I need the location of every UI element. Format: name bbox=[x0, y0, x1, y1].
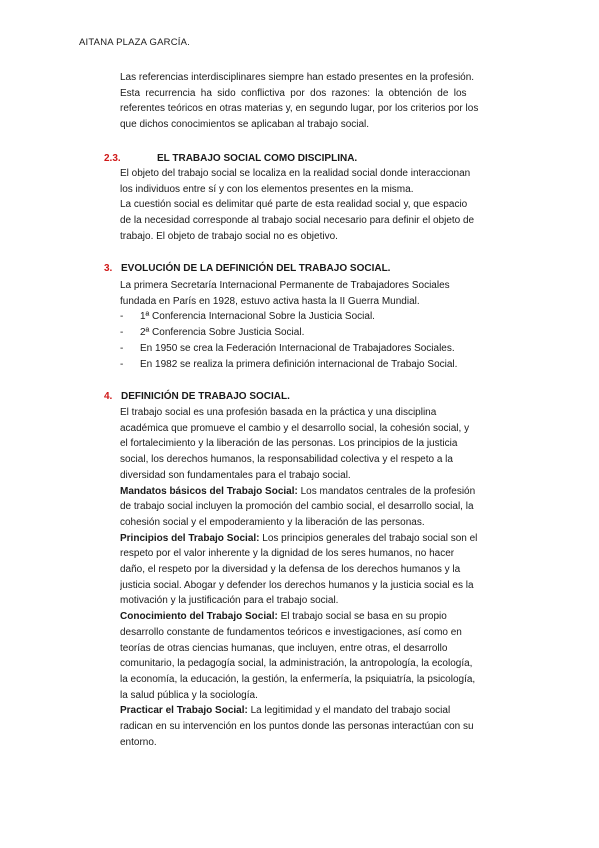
list-item-text: 1ª Conferencia Internacional Sobre la Justicia Social. bbox=[140, 311, 375, 323]
text-line: respeto por el valor inherente y la dignidad de los seres humanos, no hacer bbox=[120, 548, 455, 560]
text-line: El objeto del trabajo social se localiza en la realidad social donde interaccionan bbox=[120, 168, 471, 179]
list-item bbox=[120, 357, 518, 373]
section-title: DEFINICIÓN DE TRABAJO SOCIAL. bbox=[121, 391, 290, 402]
list-item-text: 2ª Conferencia Sobre Justicia Social. bbox=[140, 327, 305, 339]
text-line: de trabajo social incluyen la promoción del cambio social, el desarrollo social, la bbox=[120, 501, 474, 513]
bullet-dash: - bbox=[120, 311, 124, 323]
text-line: diversidad son fundamentales para el trabajo social. bbox=[120, 469, 351, 481]
section-number: 2.3. bbox=[104, 153, 121, 164]
section-number: 3. bbox=[104, 263, 113, 274]
text-line: académica que promueve el cambio y el desarrollo social, la cohesión social, y bbox=[120, 422, 470, 434]
text-line: social, los derechos humanos, la responsabilidad colectiva y el respeto a la bbox=[120, 454, 453, 466]
principios-text: Los principios generales del trabajo social son el bbox=[259, 532, 478, 544]
section-heading-3 bbox=[104, 263, 390, 274]
text-line: la economía, la educación, la gestión, la enfermería, la psiquiatría, la psicología, bbox=[120, 673, 476, 685]
list-item-text: En 1950 se crea la Federación Internacional de Trabajadores Sociales. bbox=[140, 342, 455, 354]
text-line: comunitario, la pedagogía social, la administración, la antropología, la ecología, bbox=[120, 658, 473, 670]
page-header-author: AITANA PLAZA GARCÍA. bbox=[79, 37, 190, 48]
section-4-body bbox=[120, 405, 518, 750]
section-2-3-body bbox=[120, 166, 518, 245]
text-line: Esta recurrencia ha sido conflictiva por dos razones: la obtención de los bbox=[120, 87, 467, 99]
practicar-paragraph-first-line bbox=[120, 703, 518, 719]
text-line: Las referencias interdisciplinares siempre han estado presentes en la profesión. bbox=[120, 72, 475, 83]
text-line: teorías de otras ciencias humanas, que incluyen, entre otras, el desarrollo bbox=[120, 642, 448, 654]
mandatos-paragraph-first-line bbox=[120, 484, 518, 500]
section-3-body bbox=[120, 278, 518, 372]
text-line: motivación y la justificación para el trabajo social. bbox=[120, 595, 339, 607]
text-line: los individuos entre sí y con los elementos presentes en la misma. bbox=[120, 183, 414, 195]
text-line: El trabajo social es una profesión basada en la práctica y una disciplina bbox=[120, 407, 437, 418]
list-item-text: En 1982 se realiza la primera definición internacional de Trabajo Social. bbox=[140, 358, 458, 370]
section-heading-4 bbox=[104, 391, 290, 402]
text-line: de la necesidad corresponde al trabajo social necesario para definir el objeto de bbox=[120, 215, 475, 227]
section-title: EVOLUCIÓN DE LA DEFINICIÓN DEL TRABAJO SOCIAL. bbox=[121, 263, 391, 274]
text-line: trabajo. El objeto de trabajo social no es objetivo. bbox=[120, 230, 338, 242]
bullet-dash: - bbox=[120, 342, 124, 354]
text-line: referentes teóricos en otras materias y, en segundo lugar, por los criterios por los bbox=[120, 103, 479, 115]
list-item bbox=[120, 309, 518, 325]
section-title: EL TRABAJO SOCIAL COMO DISCIPLINA. bbox=[157, 153, 358, 164]
text-line: el fortalecimiento y la liberación de las personas. Los principios de la justicia bbox=[120, 438, 458, 450]
practicar-text: La legitimidad y el mandato del trabajo social bbox=[247, 705, 451, 717]
intro-paragraph bbox=[120, 70, 518, 133]
bullet-dash: - bbox=[120, 327, 124, 339]
conocimiento-paragraph-first-line bbox=[120, 609, 518, 625]
text-line: que dichos conocimientos se aplicaban al trabajo social. bbox=[120, 119, 370, 131]
practicar-label: Practicar el Trabajo Social: bbox=[120, 705, 248, 717]
text-line: justicia social. Abogar y defender los derechos humanos y la justicia social es la bbox=[120, 579, 474, 591]
conference-list bbox=[120, 309, 518, 372]
text-line: La cuestión social es delimitar qué parte de esta realidad social y, que espacio bbox=[120, 199, 468, 211]
conocimiento-text: El trabajo social se basa en su propio bbox=[277, 611, 447, 623]
text-line: cohesión social y el empoderamiento y la liberación de las personas. bbox=[120, 516, 425, 528]
text-line: la salud pública y la sociología. bbox=[120, 689, 258, 701]
text-line: entorno. bbox=[120, 736, 157, 748]
section-heading-2-3 bbox=[104, 153, 357, 164]
text-line: La primera Secretaría Internacional Permanente de Trabajadores Sociales bbox=[120, 280, 450, 291]
list-item bbox=[120, 325, 518, 341]
principios-label: Principios del Trabajo Social: bbox=[120, 532, 260, 544]
mandatos-text: Los mandatos centrales de la profesión bbox=[297, 485, 476, 497]
principios-paragraph-first-line bbox=[120, 531, 518, 547]
bullet-dash: - bbox=[120, 358, 124, 370]
list-item bbox=[120, 341, 518, 357]
mandatos-label: Mandatos básicos del Trabajo Social: bbox=[120, 485, 298, 497]
section-number: 4. bbox=[104, 391, 113, 402]
text-line: desarrollo constante de fundamentos teóricos e investigaciones, así como en bbox=[120, 626, 462, 638]
text-line: fundada en París en 1928, estuvo activa hasta la II Guerra Mundial. bbox=[120, 295, 420, 307]
text-line: daño, el respeto por la diversidad y la defensa de los derechos humanos y la bbox=[120, 564, 461, 576]
conocimiento-label: Conocimiento del Trabajo Social: bbox=[120, 611, 278, 623]
text-line: radican en su intervención en los puntos donde las personas interactúan con su bbox=[120, 721, 474, 733]
